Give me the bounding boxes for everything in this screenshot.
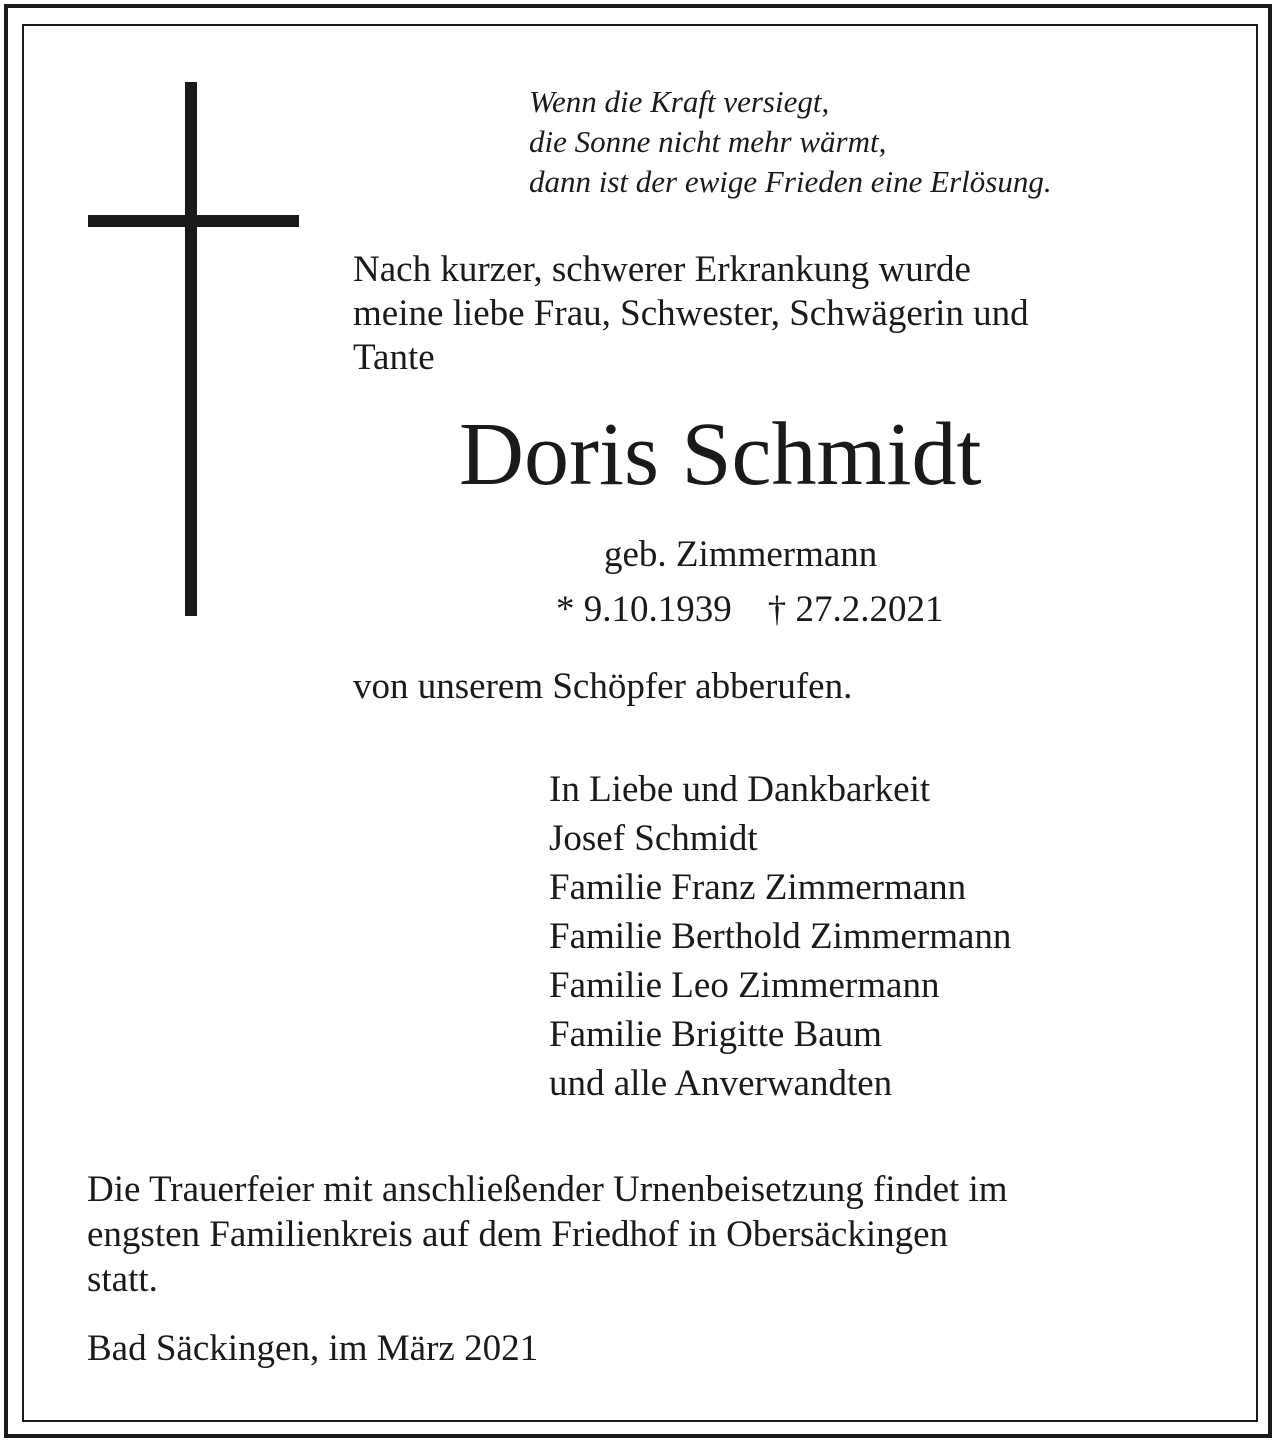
quote-line: die Sonne nicht mehr wärmt, (529, 124, 887, 159)
funeral-line: Die Trauerfeier mit anschließender Urnenbeisetzung findet im (87, 1169, 1008, 1210)
quote-line: dann ist der ewige Frieden eine Erlösung. (529, 164, 1052, 199)
memorial-quote (529, 82, 1052, 202)
mourner-line: Familie Berthold Zimmermann (549, 916, 1012, 957)
mourner-line: Familie Brigitte Baum (549, 1014, 882, 1055)
life-dates (556, 588, 944, 632)
death-date: † 27.2.2021 (767, 589, 944, 630)
place-and-date: Bad Säckingen, im März 2021 (87, 1328, 539, 1369)
mourner-line: Familie Franz Zimmermann (549, 867, 967, 908)
birth-name: geb. Zimmermann (604, 534, 878, 575)
intro-text (353, 248, 1029, 380)
mourner-line: Josef Schmidt (549, 818, 758, 859)
intro-line: meine liebe Frau, Schwester, Schwägerin und (353, 293, 1029, 334)
deceased-name: Doris Schmidt (459, 405, 982, 504)
quote-line: Wenn die Kraft versiegt, (529, 84, 830, 119)
funeral-line: statt. (87, 1259, 158, 1300)
cross-horizontal-bar (88, 215, 299, 227)
mourner-line: Familie Leo Zimmermann (549, 965, 940, 1006)
intro-line: Tante (353, 337, 435, 378)
birth-date: * 9.10.1939 (556, 589, 732, 630)
called-home-text: von unserem Schöpfer abberufen. (353, 666, 853, 707)
funeral-notice (87, 1167, 1008, 1302)
intro-line: Nach kurzer, schwerer Erkrankung wurde (353, 249, 971, 290)
mourners-list (549, 765, 1011, 1108)
funeral-line: engsten Familienkreis auf dem Friedhof in Obersäckingen (87, 1214, 949, 1255)
cross-vertical-bar (185, 82, 197, 616)
mourner-line: und alle Anverwandten (549, 1063, 893, 1104)
mourner-line: In Liebe und Dankbarkeit (549, 769, 931, 810)
